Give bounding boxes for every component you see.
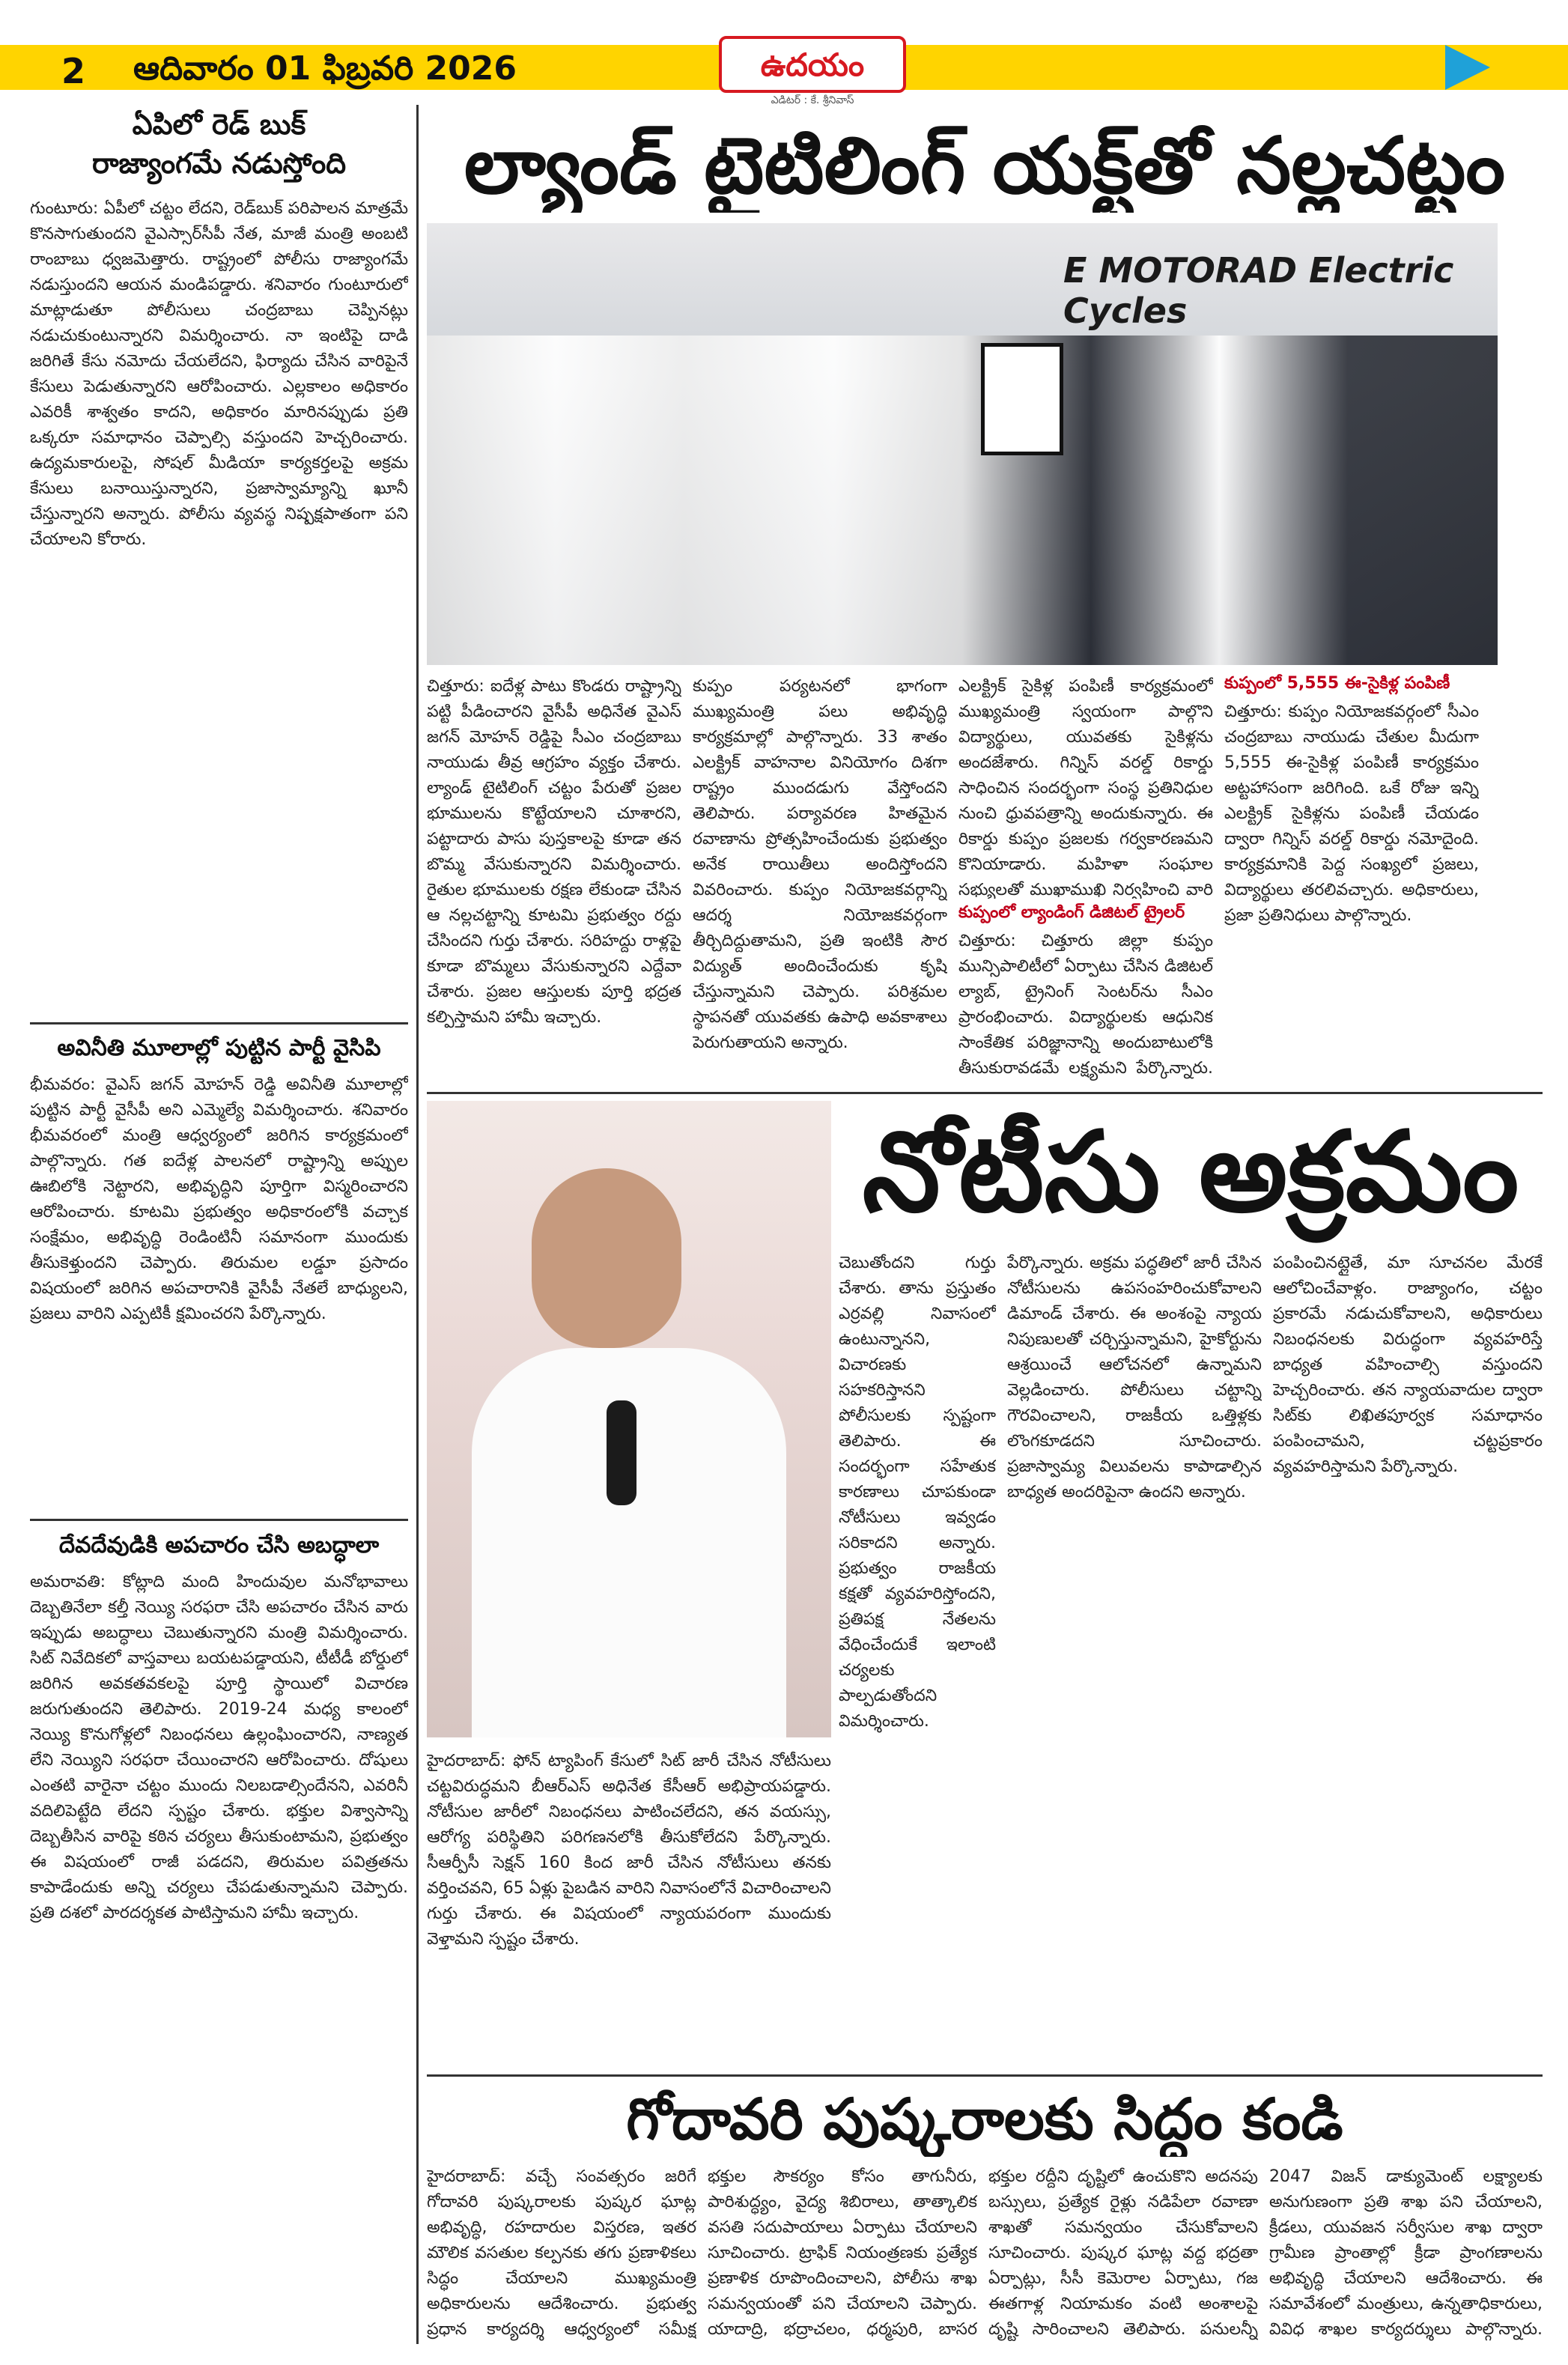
party-headline: అవినీతి మూలాల్లో పుట్టిన పార్టీ వైసిపి [57, 1035, 381, 1061]
party-body: భీమవరం: వైఎస్ జగన్ మోహన్ రెడ్డి అవినీతి మూలాల్లో పుట్టిన పార్టీ వైసీపీ అని ఎమ్మెల్యే విమర్శించారు. శనివారం భీమవరంలో మంత్రి ఆధ్వర్యంలో జరిగిన కార్యక్రమంలో పాల్గొన్నారు. గత ఐదేళ్ల పాలనలో రాష్ట్రాన్ని అప్పుల ఊబిలోకి నెట్టారని, అభివృద్ధిని పూర్తిగా విస్మరించారని ఆరోపించారు. కూటమి ప్రభుత్వం అధికారంలోకి వచ్చాక సంక్షేమం, అభివృద్ధి రెండింటినీ సమానంగా ముందుకు తీసుకెళ్తుందని చెప్పారు. తిరుమల లడ్డూ ప్రసాదం విషయంలో జరిగిన అపచారానికి వైసీపీ నేతలే బాధ్యులని, ప్రజలు వారిని ఎప్పటికీ క్షమించరని పేర్కొన్నారు. [30, 1075, 408, 1323]
land-photo [427, 223, 1498, 665]
land-subhead-1: కుప్పంలో ల్యాండింగ్ డిజిటల్ ట్రైలర్ [958, 903, 1185, 922]
godavari-body-1: హైదరాబాద్: వచ్చే సంవత్సరం జరిగే గోదావరి పుష్కరాలకు పుష్కర ఘాట్ల అభివృద్ధి, రహదారుల విస్తరణ, ఇతర మౌలిక వసతుల కల్పనకు తగు ప్రణాళికలు సిద్ధం చేయాలని ముఖ్యమంత్రి అధికారులను ఆదేశించారు. ప్రభుత్వ ప్రధాన కార్యదర్శి ఆధ్వర్యంలో సమీక్ష [427, 2167, 696, 2339]
column-separator [416, 105, 419, 2344]
issue-date: ఆదివారం 01 ఫిబ్రవరి 2026 [133, 49, 517, 88]
microphone-icon [607, 1400, 636, 1505]
divider [30, 1519, 408, 1521]
land-body-1: చిత్తూరు: ఐదేళ్ల పాటు కొండరు రాష్ట్రాన్ని పట్టి పీడించారని వైసీపీ అధినేత వైఎస్ జగన్ మోహన్ రెడ్డిపై సీఎం చంద్రబాబు నాయుడు తీవ్ర ఆగ్రహం వ్యక్తం చేశారు. ల్యాండ్ టైటిలింగ్ చట్టం పేరుతో ప్రజల భూములను కొట్టేయాలని చూశారని, పట్టాదారు పాసు పుస్తకాలపై కూడా తన బొమ్మ వేసుకున్నారని విమర్శించారు. రైతుల భూములకు రక్షణ లేకుండా చేసిన ఆ నల్లచట్టాన్ని కూటమి ప్రభుత్వం రద్దు చేసిందని గుర్తు చేశారు. సరిహద్దు రాళ్లపై కూడా బొమ్మలు వేసుకున్నారని ఎద్దేవా చేశారు. ప్రజల ఆస్తులకు పూర్తి భద్రత కల్పిస్తామని హామీ ఇచ్చారు. [427, 677, 681, 1027]
godavari-headline: గోదావరి పుష్కరాలకు సిద్ధం కండి [626, 2086, 1343, 2152]
notice-body-4: పంపించినట్లైతే, మా సూచనల మేరకే ఆలోచించేవాళ్లం. రాజ్యాంగం, చట్టం ప్రకారమే నడుచుకోవాలని, అధికారులు నిబంధనలకు విరుద్ధంగా వ్యవహరిస్తే బాధ్యత వహించాల్సి వస్తుందని హెచ్చరించారు. తన న్యాయవాదుల ద్వారా సిట్‌కు లిఖితపూర్వక సమాధానం పంపించామని, చట్టప్రకారం వ్యవహరిస్తామని పేర్కొన్నారు. [1273, 1254, 1543, 1476]
land-body-2: కుప్పం పర్యటనలో భాగంగా ముఖ్యమంత్రి పలు అభివృద్ధి కార్యక్రమాల్లో పాల్గొన్నారు. 33 శాతం ఎలక్ట్రిక్ వాహనాల వినియోగం దిశగా రాష్ట్రం ముందడుగు వేస్తోందని తెలిపారు. పర్యావరణ హితమైన రవాణాను ప్రోత్సహించేందుకు ప్రభుత్వం అనేక రాయితీలు అందిస్తోందని వివరించారు. కుప్పం నియోజకవర్గాన్ని ఆదర్శ నియోజకవర్గంగా తీర్చిదిద్దుతామని, ప్రతి ఇంటికి సౌర విద్యుత్ అందించేందుకు కృషి చేస్తున్నామని చెప్పారు. పరిశ్రమల స్థాపనతో యువతకు ఉపాధి అవకాశాలు పెరుగుతాయని అన్నారు. [693, 677, 947, 1052]
kcr-photo [427, 1101, 831, 1737]
land-subhead-2: కుప్పంలో 5,555 ఈ-సైకిళ్ల పంపిణీ [1224, 674, 1450, 693]
land-headline: ల్యాండ్ టైటిలింగ్ యక్ట్‌తో నల్లచట్టం [464, 120, 1506, 211]
redbook-headline-2: రాజ్యాంగమే నడుస్తోంది [91, 147, 347, 180]
notice-body-2b [839, 1749, 996, 2067]
notice-body-2: చెబుతోందని గుర్తు చేశారు. తాను ప్రస్తుతం ఎర్రవల్లి నివాసంలో ఉంటున్నానని, విచారణకు సహకరిస్తానని పోలీసులకు స్పష్టంగా తెలిపారు. ఈ సందర్భంగా సహేతుక కారణాలు చూపకుండా నోటీసులు ఇవ్వడం సరికాదని అన్నారు. ప్రభుత్వం రాజకీయ కక్షతో వ్యవహరిస్తోందని, ప్రతిపక్ష నేతలను వేధించేందుకే ఇలాంటి చర్యలకు పాల్పడుతోందని విమర్శించారు. [839, 1254, 996, 1731]
masthead-editor: ఎడిటర్ : కే. శ్రీనివాస్ [771, 94, 854, 106]
redbook-body: గుంటూరు: ఏపీలో చట్టం లేదని, రెడ్‌బుక్ పరిపాలన మాత్రమే కొనసాగుతుందని వైఎస్సార్‌సీపీ నేత, మాజీ మంత్రి అంబటి రాంబాబు ధ్వజమెత్తారు. రాష్ట్రంలో పోలీసు రాజ్యాంగమే నడుస్తుందని ఆయన మండిపడ్డారు. శనివారం గుంటూరులో మాట్లాడుతూ పోలీసులు చంద్రబాబు చెప్పినట్లు నడుచుకుంటున్నారని విమర్శించారు. నా ఇంటిపై దాడి జరిగితే కేసు నమోదు చేయలేదని, ఫిర్యాదు చేసిన వారిపైనే కేసులు పెడుతున్నారని ఆరోపించారు. ఎల్లకాలం అధికారం ఎవరికీ శాశ్వతం కాదని, అధికారం మారినప్పుడు ప్రతి ఒక్కరూ సమాధానం చెప్పాల్సి వస్తుందని హెచ్చరించారు. ఉద్యమకారులపై, సోషల్ మీడియా కార్యకర్తలపై అక్రమ కేసులు బనాయిస్తున్నారని, ప్రజాస్వామ్యాన్ని ఖూనీ చేస్తున్నారని అన్నారు. పోలీసు వ్యవస్థ నిష్పక్షపాతంగా పని చేయాలని కోరారు. [30, 199, 408, 549]
notice-headline: నోటీసు అక్రమం [862, 1108, 1519, 1236]
devudu-headline: దేవదేవుడికి అపచారం చేసి అబద్ధాలా [58, 1532, 380, 1558]
header-accent [1445, 45, 1490, 90]
notice-body-3: పేర్కొన్నారు. అక్రమ పద్ధతిలో జారీ చేసిన నోటీసులను ఉపసంహరించుకోవాలని డిమాండ్ చేశారు. ఈ అంశంపై న్యాయ నిపుణులతో చర్చిస్తున్నామని, హైకోర్టును ఆశ్రయించే ఆలోచనలో ఉన్నామని వెల్లడించారు. పోలీసులు చట్టాన్ని గౌరవించాలని, రాజకీయ ఒత్తిళ్లకు లొంగకూడదని సూచించారు. ప్రజాస్వామ్య విలువలను కాపాడాల్సిన బాధ్యత అందరిపైనా ఉందని అన్నారు. [1007, 1254, 1262, 1502]
notice-body-1: హైదరాబాద్: ఫోన్ ట్యాపింగ్ కేసులో సిట్ జారీ చేసిన నోటీసులు చట్టవిరుద్ధమని బీఆర్‌ఎస్ అధినేత కేసీఆర్ అభిప్రాయపడ్డారు. నోటీసుల జారీలో నిబంధనలు పాటించలేదని, తన వయస్సు, ఆరోగ్య పరిస్థితిని పరిగణనలోకి తీసుకోలేదని పేర్కొన్నారు. సీఆర్పీసీ సెక్షన్ 160 కింద జారీ చేసిన నోటీసులు తనకు వర్తించవని, 65 ఏళ్లు పైబడిన వారిని నివాసంలోనే విచారించాలని గుర్తు చేశారు. ఈ విషయంలో న్యాయపరంగా ముందుకు వెళ్తామని స్పష్టం చేశారు. [427, 1752, 831, 1949]
masthead-logo: ఉదయం [719, 36, 906, 93]
land-body-4: చిత్తూరు: కుప్పం నియోజకవర్గంలో సీఎం చంద్రబాబు నాయుడు చేతుల మీదుగా 5,555 ఈ-సైకిళ్ల పంపిణీ కార్యక్రమం అట్టహాసంగా జరిగింది. ఒకే రోజు ఇన్ని ఎలక్ట్రిక్ సైకిళ్లను పంపిణీ చేయడం ద్వారా గిన్నిస్ వరల్డ్ రికార్డు నమోదైంది. కార్యక్రమానికి పెద్ద సంఖ్యలో ప్రజలు, విద్యార్థులు తరలివచ్చారు. అధికారులు, ప్రజా ప్రతినిధులు పాల్గొన్నారు. [1224, 702, 1479, 925]
godavari-body-3: భక్తుల రద్దీని దృష్టిలో ఉంచుకొని అదనపు బస్సులు, ప్రత్యేక రైళ్లు నడిపేలా రవాణా శాఖతో సమన్వయం చేసుకోవాలని సూచించారు. పుష్కర ఘాట్ల వద్ద భద్రతా ఏర్పాట్లు, సీసీ కెమెరాల ఏర్పాటు, గజ ఈతగాళ్ల నియామకం వంటి అంశాలపై దృష్టి సారించాలని తెలిపారు. పనులన్నీ [988, 2167, 1258, 2339]
divider [30, 1022, 408, 1024]
certificate-frame [981, 343, 1063, 455]
photo-banner-text: E MOTORAD Electric Cycles [1063, 250, 1454, 331]
devudu-body: అమరావతి: కోట్లాది మంది హిందువుల మనోభావాలు దెబ్బతినేలా కల్తీ నెయ్యి సరఫరా చేసి అపచారం చేసిన వారు ఇప్పుడు అబద్ధాలు చెబుతున్నారని మంత్రి విమర్శించారు. సిట్ నివేదికలో వాస్తవాలు బయటపడ్డాయని, టీటీడీ బోర్డులో జరిగిన అవకతవకలపై పూర్తి స్థాయిలో విచారణ జరుగుతుందని తెలిపారు. 2019-24 మధ్య కాలంలో నెయ్యి కొనుగోళ్లలో నిబంధనలు ఉల్లంఘించారని, నాణ్యత లేని నెయ్యిని సరఫరా చేయించారని ఆరోపించారు. దోషులు ఎంతటి వారైనా చట్టం ముందు నిలబడాల్సిందేనని, ఎవరినీ వదిలిపెట్టేది లేదని స్పష్టం చేశారు. భక్తుల విశ్వాసాన్ని దెబ్బతీసిన వారిపై కఠిన చర్యలు తీసుకుంటామని, ప్రభుత్వం ఈ విషయంలో రాజీ పడదని, తిరుమల పవిత్రతను కాపాడేందుకు అన్ని చర్యలు చేపడుతున్నామని చెప్పారు. ప్రతి దశలో పారదర్శకత పాటిస్తామని హామీ ఇచ్చారు. [30, 1573, 408, 1922]
portrait-face [532, 1168, 681, 1348]
redbook-headline-1: ఏపిలో రెడ్ బుక్ [132, 108, 306, 141]
godavari-body-2: భక్తుల సౌకర్యం కోసం తాగునీరు, పారిశుద్ధ్యం, వైద్య శిబిరాలు, తాత్కాలిక వసతి సదుపాయాలు ఏర్పాటు చేయాలని సూచించారు. ట్రాఫిక్ నియంత్రణకు ప్రత్యేక ప్రణాళిక రూపొందించాలని, పోలీసు శాఖ సమన్వయంతో పని చేయాలని చెప్పారు. యాదాద్రి, భద్రాచలం, ధర్మపురి, బాసర [708, 2167, 977, 2339]
photo-people [427, 336, 1498, 665]
divider [427, 1092, 1543, 1094]
land-body-3: ఎలక్ట్రిక్ సైకిళ్ల పంపిణీ కార్యక్రమంలో ముఖ్యమంత్రి స్వయంగా పాల్గొని విద్యార్థులు, యువతకు సైకిళ్లను అందజేశారు. గిన్నిస్ వరల్డ్ రికార్డు సాధించిన సందర్భంగా సంస్థ ప్రతినిధుల నుంచి ధ్రువపత్రాన్ని అందుకున్నారు. ఈ రికార్డు కుప్పం ప్రజలకు గర్వకారణమని కొనియాడారు. మహిళా సంఘాల సభ్యులతో ముఖాముఖి నిర్వహించి వారి [958, 677, 1213, 899]
divider [427, 2074, 1543, 2077]
godavari-body-4: 2047 విజన్ డాక్యుమెంట్ లక్ష్యాలకు అనుగుణంగా ప్రతి శాఖ పని చేయాలని, క్రీడలు, యువజన సర్వీసుల శాఖ ద్వారా గ్రామీణ ప్రాంతాల్లో క్రీడా ప్రాంగణాలను అభివృద్ధి చేయాలని ఆదేశించారు. ఈ సమావేశంలో మంత్రులు, ఉన్నతాధికారులు, వివిధ శాఖల కార్యదర్శులు పాల్గొన్నారు. [1269, 2167, 1543, 2339]
land-subbody-1: చిత్తూరు: చిత్తూరు జిల్లా కుప్పం మున్సిపాలిటీలో ఏర్పాటు చేసిన డిజిటల్ ల్యాబ్, ట్రైనింగ్ సెంటర్‌ను సీఎం ప్రారంభించారు. విద్యార్థులకు ఆధునిక సాంకేతిక పరిజ్ఞానాన్ని అందుబాటులోకి తీసుకురావడమే లక్ష్యమని పేర్కొన్నారు. [958, 932, 1213, 1078]
page-number: 2 [61, 51, 86, 91]
